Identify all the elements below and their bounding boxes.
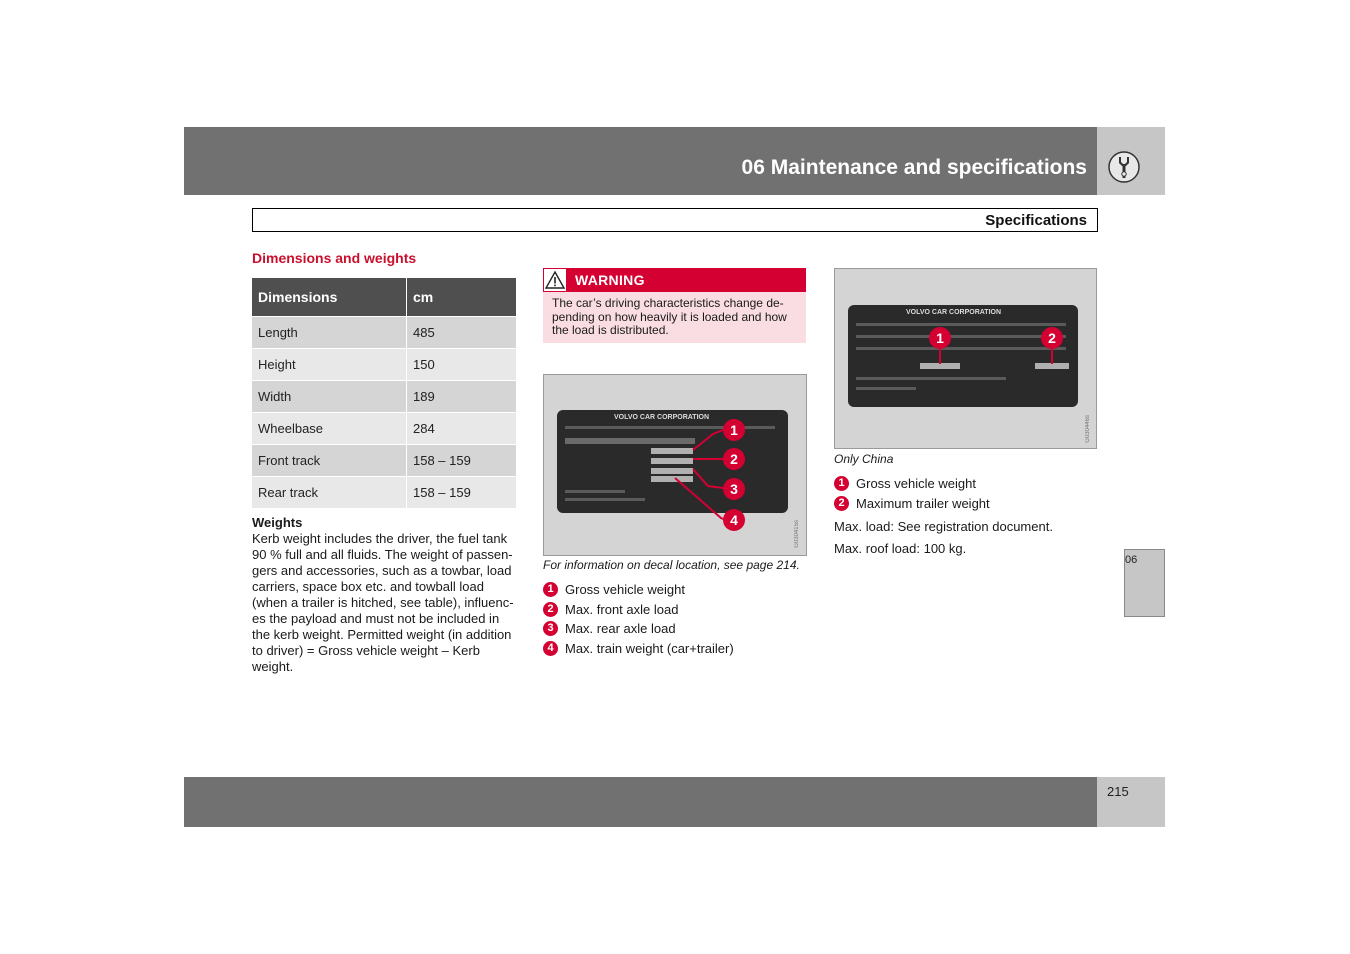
row-label: Wheelbase: [252, 413, 407, 445]
list-item-label: Max. front axle load: [565, 602, 679, 617]
list-item-label: Maximum trailer weight: [856, 496, 990, 511]
china-decal-caption: Only China: [834, 452, 894, 466]
callout-2: 2: [1041, 327, 1063, 349]
image-code: G030415s: [794, 520, 800, 548]
image-code: G030446s: [1085, 415, 1091, 443]
warning-label: WARNING: [575, 272, 645, 288]
number-badge: 1: [543, 582, 558, 597]
callout-3: 3: [723, 478, 745, 500]
table-header-row: [252, 278, 516, 317]
weights-paragraph: Kerb weight includes the driver, the fuel tank 90 % full and all fluids. The weight of passen-gers and accessories, such as a towbar, load carriers, space box etc. and towball load (when a trailer is hitched, see table), influenc-es the payload and must not be included in the kerb weight. Permitted weight (in addition to driver) = Gross vehicle weight – Kerb weight.: [252, 531, 514, 674]
row-value: 284: [407, 413, 517, 445]
roof-load-note: Max. roof load: 100 kg.: [834, 541, 967, 556]
row-label: Front track: [252, 445, 407, 477]
page-number: 215: [1107, 784, 1129, 799]
footer-band: [184, 777, 1097, 827]
row-value: 158 – 159: [407, 477, 517, 509]
decal-leader-lines: [543, 374, 807, 556]
callout-1: 1: [723, 419, 745, 441]
row-value: 150: [407, 349, 517, 381]
chapter-icon-box: [1097, 127, 1165, 195]
column-header: Dimensions: [252, 278, 407, 317]
number-badge: 4: [543, 641, 558, 656]
chapter-title: 06 Maintenance and specifications: [741, 156, 1087, 179]
list-item-label: Max. train weight (car+trailer): [565, 641, 734, 656]
plate-title: VOLVO CAR CORPORATION: [614, 414, 710, 421]
warning-text: The car’s driving characteristics change de-pending on how heavily it is loaded and how the load is distributed.: [552, 296, 787, 337]
dimensions-heading: Dimensions and weights: [252, 250, 417, 266]
table-row: [252, 413, 516, 445]
dimensions-table: [252, 278, 516, 508]
list-item: [543, 602, 678, 617]
wrench-icon: [1097, 127, 1165, 195]
side-tab-label: 06: [1125, 554, 1138, 566]
number-badge: 2: [834, 496, 849, 511]
number-badge: 3: [543, 621, 558, 636]
list-item-label: Max. rear axle load: [565, 621, 676, 636]
list-item: [834, 496, 990, 511]
number-badge: 1: [834, 476, 849, 491]
list-item: [543, 582, 685, 597]
warning-icon-box: [543, 268, 567, 292]
section-title: Specifications: [985, 212, 1087, 229]
row-label: Width: [252, 381, 407, 413]
table-row: [252, 477, 516, 509]
table-row: [252, 381, 516, 413]
max-load-note: Max. load: See registration document.: [834, 519, 1053, 534]
row-label: Length: [252, 317, 407, 349]
table-row: [252, 445, 516, 477]
callout-2: 2: [723, 448, 745, 470]
decal-caption: For information on decal location, see page 214.: [543, 558, 800, 572]
callout-1: 1: [929, 327, 951, 349]
list-item-label: Gross vehicle weight: [856, 476, 976, 491]
weights-heading: Weights: [252, 515, 303, 530]
row-label: Rear track: [252, 477, 407, 509]
callout-4: 4: [723, 509, 745, 531]
number-badge: 2: [543, 602, 558, 617]
row-label: Height: [252, 349, 407, 381]
row-value: 485: [407, 317, 517, 349]
china-decal-leader-lines: [834, 268, 1097, 449]
list-item-label: Gross vehicle weight: [565, 582, 685, 597]
list-item: [834, 476, 976, 491]
list-item: [543, 621, 676, 636]
section-bar: [252, 208, 1098, 232]
plate-title: VOLVO CAR CORPORATION: [906, 309, 1002, 316]
row-value: 158 – 159: [407, 445, 517, 477]
row-value: 189: [407, 381, 517, 413]
warning-triangle-icon: [544, 269, 566, 291]
column-header: cm: [407, 278, 517, 317]
list-item: [543, 641, 734, 656]
table-row: [252, 317, 516, 349]
table-row: [252, 349, 516, 381]
